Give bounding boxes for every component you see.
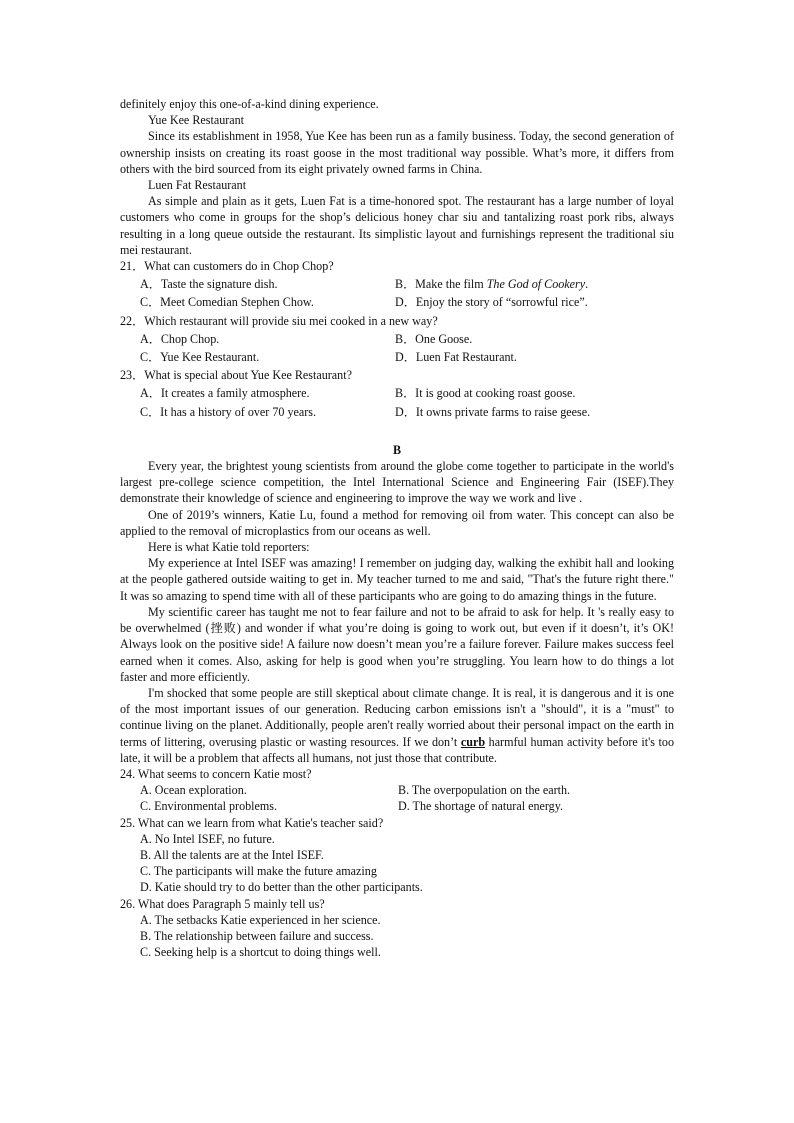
section-b-paragraph-5: My scientific career has taught me not to fear failure and not to be afraid to ask for help. It 's really easy to be overwhelmed (挫败) and wonder if what you’re doing is going to work out, but even if it doesn’t, it’s OK! Always look on the positive side! A failure now doesn’t mean you’re a failure forever. Failure makes success feel earned when it comes. Also, asking for help is good when you’re struggling. You learn how to do things a lot faster and more efficiently.: [120, 604, 674, 684]
question-21-option-b-text: B．Make the film: [395, 277, 484, 292]
section-b-heading: B: [392, 442, 402, 457]
question-23-option-d: D．It owns private farms to raise geese.: [395, 404, 591, 419]
question-23-option-a: A．It creates a family atmosphere.: [140, 386, 310, 401]
question-21-stem: 21．What can customers do in Chop Chop?: [120, 259, 334, 274]
question-21-option-c: C．Meet Comedian Stephen Chow.: [140, 295, 314, 310]
intro-tail: definitely enjoy this one-of-a-kind dining experience.: [120, 97, 379, 111]
section-b-paragraph-3: Here is what Katie told reporters:: [148, 540, 310, 555]
question-23-options-row-2: [120, 404, 674, 420]
section-b-paragraph-1: Every year, the brightest young scientists from around the globe come together to participate in the world's largest pre-college science competition, the Intel International Science and Engineering Fair (ISEF).They demonstrate their knowledge of science and engineering to improve the way we work and live .: [120, 459, 674, 506]
question-25-option-b: B. All the talents are at the Intel ISEF.: [140, 847, 324, 862]
restaurant-name-yue-kee: Yue Kee Restaurant: [148, 113, 245, 128]
question-25-option-a: A. No Intel ISEF, no future.: [140, 831, 275, 846]
question-23-option-c: C．It has a history of over 70 years.: [140, 404, 316, 419]
question-23-stem: 23．What is special about Yue Kee Restaurant?: [120, 368, 352, 383]
question-25-option-c: C. The participants will make the future amazing: [140, 864, 377, 879]
paragraph-6-after: harmful human activity before it's too late, it will be a problem that affects all humans, not just those that contribute.: [120, 734, 674, 765]
question-26-stem: 26. What does Paragraph 5 mainly tell us?: [120, 896, 325, 911]
question-23-options-row-1: [120, 385, 674, 401]
question-22-option-c: C．Yue Kee Restaurant.: [140, 350, 260, 365]
question-24-stem: 24. What seems to concern Katie most?: [120, 766, 312, 781]
question-25-option-d: D. Katie should try to do better than the other participants.: [140, 880, 423, 895]
question-22-option-a: A．Chop Chop.: [140, 331, 220, 346]
question-26-option-b: B. The relationship between failure and success.: [140, 928, 374, 943]
film-title-suffix: .: [585, 277, 589, 292]
question-22-options-row-1: [120, 331, 674, 347]
question-25-stem: 25. What can we learn from what Katie's teacher said?: [120, 815, 384, 830]
question-24-option-c: C. Environmental problems.: [140, 799, 278, 814]
question-21-option-d: D．Enjoy the story of “sorrowful rice”.: [395, 295, 588, 310]
question-24-options-row-2: [120, 798, 674, 814]
section-b-paragraph-2: One of 2019’s winners, Katie Lu, found a method for removing oil from water. This concept can also be applied to the removal of microplastics from our oceans as well.: [120, 507, 674, 538]
luen-fat-paragraph: As simple and plain as it gets, Luen Fat is a time-honored spot. The restaurant has a large number of loyal customers who come in groups for the shop’s delicious honey char siu and tantalizing roast pork ribs, always resulting in a long queue outside the restaurant. Its simplistic layout and furnishings represent the traditional siu mei restaurant.: [120, 194, 674, 257]
yue-kee-paragraph: Since its establishment in 1958, Yue Kee has been run as a family business. Today, the second generation of ownership insists on creating its roast goose in the most traditional way possible. What’s more, it differs from others with the bird sourced from its eight privately owned farms in China.: [120, 129, 674, 176]
question-23-option-b: B．It is good at cooking roast goose.: [395, 386, 576, 401]
question-24-option-a: A. Ocean exploration.: [140, 783, 247, 798]
question-22-stem: 22．Which restaurant will provide siu mei cooked in a new way?: [120, 313, 438, 328]
question-26-option-a: A. The setbacks Katie experienced in her science.: [140, 912, 381, 927]
section-b-paragraph-6: [120, 685, 674, 766]
question-21-option-a: A．Taste the signature dish.: [140, 277, 278, 292]
question-26-option-c: C. Seeking help is a shortcut to doing things well.: [140, 945, 381, 960]
film-title: The God of Cookery: [486, 277, 586, 292]
paragraph-6-before: I'm shocked that some people are still skeptical about climate change. It is real, it is dangerous and it is one of the most important issues of our generation. Reducing carbon emissions isn't a "should", it is a "must" to continue living on the planet. Additionally, people aren't really worried about their personal impact on the earth in terms of littering, overusing plastic or wasting resources. If we don’t: [120, 685, 674, 749]
question-22-option-b: B．One Goose.: [395, 331, 473, 346]
section-b-paragraph-4: My experience at Intel ISEF was amazing! I remember on judging day, walking the exhibit hall and looking at the people gathered outside waiting to get in. My teacher turned to me and said, "That's the future right there." It was so amazing to spend time with all of these participants who are going to do amazing things in the future.: [120, 556, 674, 603]
question-24-options-row-1: [120, 782, 674, 798]
question-21-options-row-1: [120, 276, 674, 292]
underlined-word-curb: curb: [460, 734, 486, 749]
question-24-option-d: D. The shortage of natural energy.: [398, 799, 564, 814]
question-22-option-d: D．Luen Fat Restaurant.: [395, 350, 517, 365]
question-21-options-row-2: [120, 294, 674, 310]
question-22-options-row-2: [120, 349, 674, 365]
page-content: [120, 96, 674, 960]
question-24-option-b: B. The overpopulation on the earth.: [398, 783, 571, 798]
question-21-option-b: [395, 276, 674, 292]
restaurant-name-luen-fat: Luen Fat Restaurant: [148, 178, 247, 193]
